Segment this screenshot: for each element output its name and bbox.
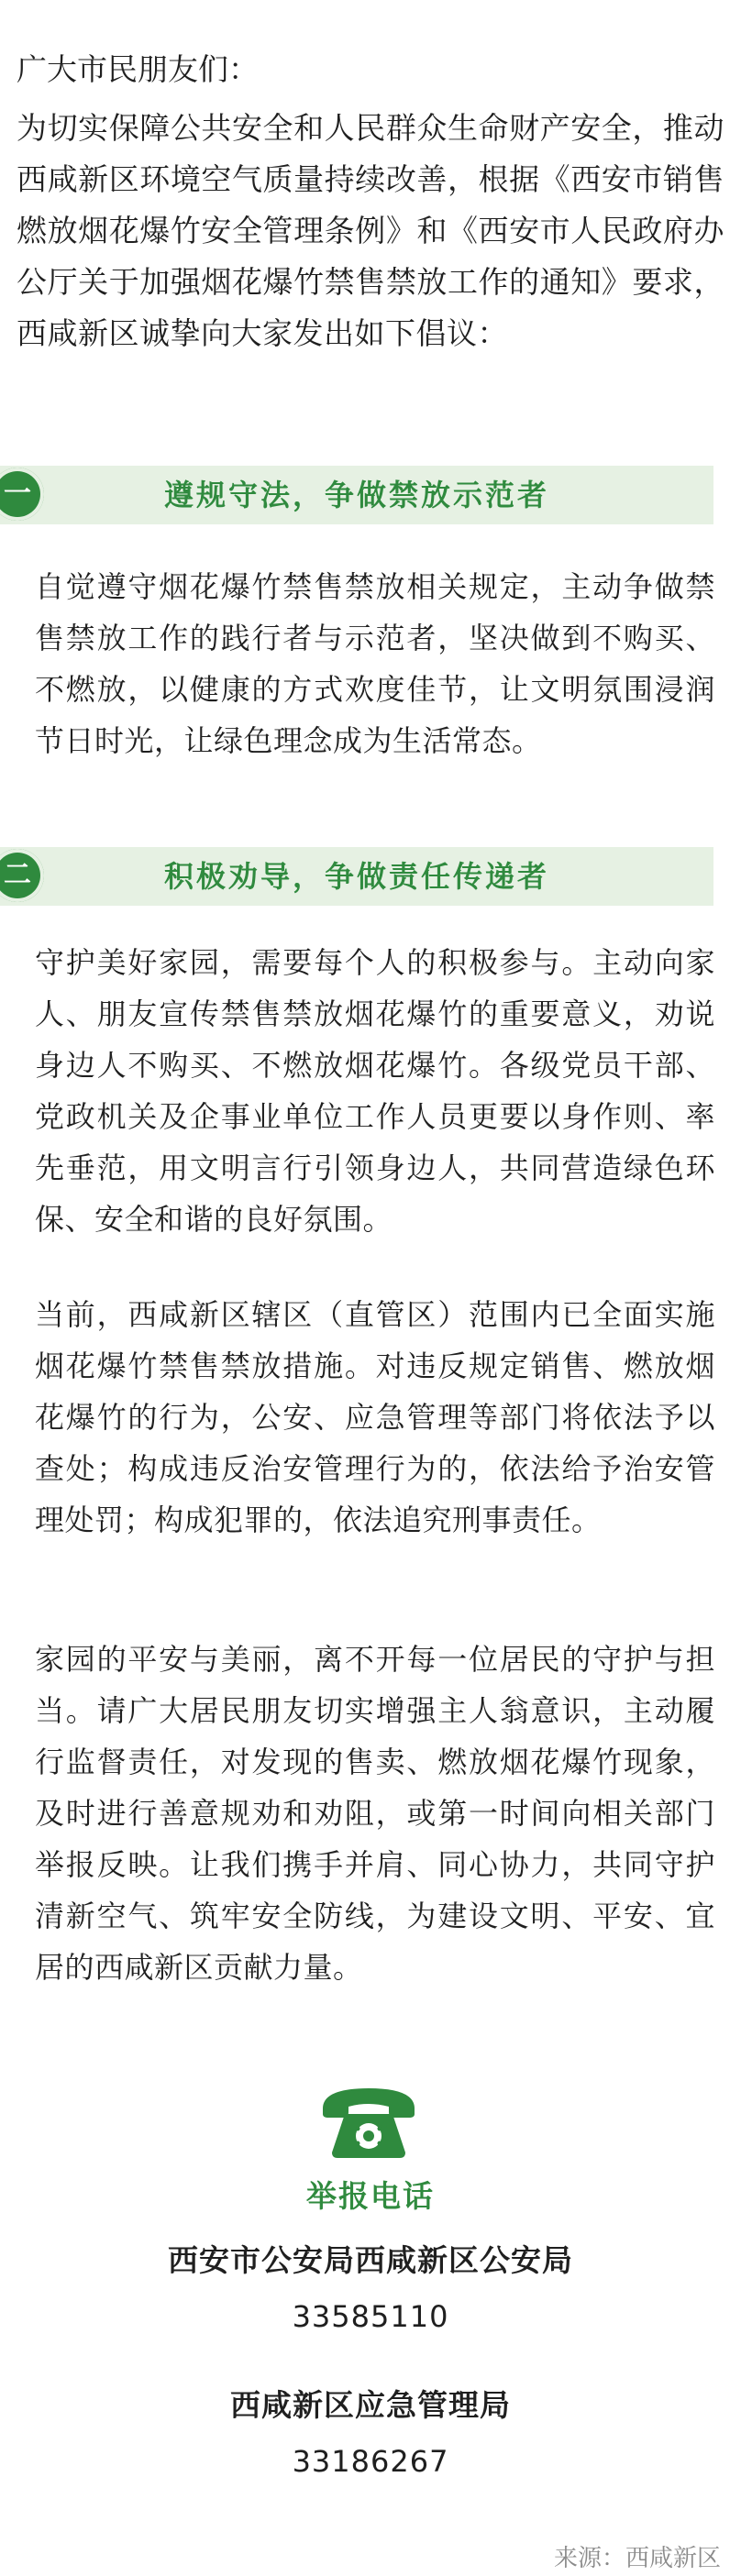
intro-block (17, 44, 724, 359)
section-2-body-2 (35, 1289, 715, 1546)
section-header-1 (0, 466, 713, 524)
section-title: 积极劝导，争做责任传递者 (163, 859, 549, 894)
greeting: 广大市民朋友们： (17, 51, 259, 87)
contact-org: 西咸新区应急管理局 (230, 2387, 511, 2423)
section-number: 二 (4, 859, 31, 891)
section-title: 遵规守法，争做禁放示范者 (163, 478, 549, 512)
section-paragraph: 守护美好家园，需要每个人的积极参与。主动向家人、朋友宣传禁售禁放烟花爆竹的重要意义，劝说身边人不购买、不燃放烟花爆竹。各级党员干部、党政机关及企事业单位工作人员更要以身作则、率先垂范，用文明言行引领身边人，共同营造绿色环保、安全和谐的良好氛围。 (35, 945, 715, 1237)
section-2-body-3 (35, 1634, 715, 1993)
section-2-body-1 (35, 937, 715, 1245)
section-paragraph: 家园的平安与美丽，离不开每一位居民的守护与担当。请广大居民朋友切实增强主人翁意识，主动履行监督责任，对发现的售卖、燃放烟花爆竹现象，及时进行善意规劝和劝阻，或第一时间向相关部门举报反映。让我们携手并肩、同心协力，共同守护清新空气、筑牢安全防线，为建设文明、平安、宜居的西咸新区贡献力量。 (35, 1642, 715, 1985)
section-paragraph: 当前，西咸新区辖区（直管区）范围内已全面实施烟花爆竹禁售禁放措施。对违反规定销售、燃放烟花爆竹的行为，公安、应急管理等部门将依法予以查处；构成违反治安管理行为的，依法给予治安管理处罚；构成犯罪的，依法追究刑事责任。 (35, 1297, 715, 1537)
section-paragraph: 自觉遵守烟花爆竹禁售禁放相关规定，主动争做禁售禁放工作的践行者与示范者，坚决做到不购买、不燃放，以健康的方式欢度佳节，让文明氛围浸润节日时光，让绿色理念成为生活常态。 (35, 569, 715, 758)
intro-paragraph: 为切实保障公共安全和人民群众生命财产安全，推动西咸新区环境空气质量持续改善，根据《西安市销售燃放烟花爆竹安全管理条例》和《西安市人民政府办公厅关于加强烟花爆竹禁售禁放工作的通知》要求，西咸新区诚挚向大家发出如下倡议： (17, 110, 724, 351)
source-credit: 来源：西咸新区 (553, 2545, 721, 2572)
section-number: 一 (4, 478, 31, 510)
section-header-2 (0, 847, 713, 906)
section-1-body (35, 561, 715, 766)
telephone-icon (314, 2081, 424, 2160)
contact-org: 西安市公安局西咸新区公安局 (168, 2242, 573, 2278)
contact-phone[interactable]: 33186267 (292, 2444, 449, 2479)
contact-phone[interactable]: 33585110 (292, 2299, 449, 2334)
report-phone-label: 举报电话 (306, 2178, 435, 2214)
